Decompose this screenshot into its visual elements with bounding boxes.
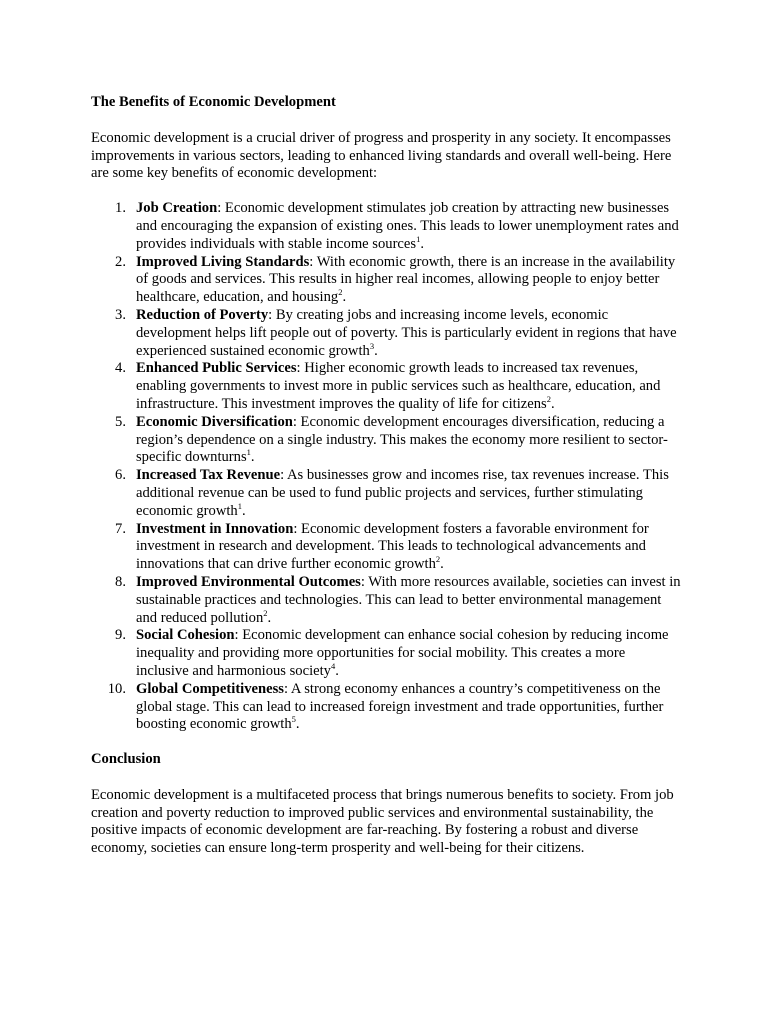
benefit-text: : Economic development stimulates job creation by attracting new businesses and encouraging the expansion of existing ones. This leads to lower unemployment rates and provides individuals with stable income sources [136, 200, 679, 252]
intro-paragraph: Economic development is a crucial driver of progress and prosperity in any society. It encompasses improvements in various sectors, leading to enhanced living standards and overall well-being. Here are some key benefits of economic development: [91, 129, 672, 182]
benefit-item-living-standards [91, 254, 681, 307]
citation-ref: 2 [435, 554, 441, 565]
sentence-end: . [250, 449, 255, 466]
sentence-end: . [550, 395, 555, 412]
list-number: 4. [115, 360, 126, 377]
benefit-item-tax-revenue [91, 467, 681, 520]
benefit-text: : Higher economic growth leads to increased tax revenues, enabling governments to invest more in public services such as healthcare, education, and infrastructure. This investment improves the quality of life for citizens [136, 360, 661, 412]
benefit-term: Job Creation [136, 200, 218, 217]
list-number: 3. [115, 306, 126, 323]
benefit-item-job-creation [91, 200, 681, 253]
benefit-item-environment [91, 574, 681, 627]
benefit-text: : Economic development can enhance social cohesion by reducing income inequality and providing more opportunities for social mobility. This creates a more inclusive and harmonious society [136, 627, 669, 679]
benefit-item-social-cohesion [91, 627, 681, 680]
benefit-term: Improved Living Standards [136, 253, 310, 270]
citation-ref: 1 [416, 233, 421, 244]
document-page [91, 94, 681, 858]
sentence-end: . [374, 342, 378, 359]
benefit-term: Economic Diversification [136, 413, 293, 430]
benefit-term: Enhanced Public Services [136, 360, 297, 377]
conclusion-paragraph: Economic development is a multifaceted process that brings numerous benefits to society. From job creation and poverty reduction to improved public services and environmental sustainability, the positive impacts of economic development are far-reaching. By fostering a robust and diverse economy, societies can ensure long-term prosperity and well-being for their citizens. [91, 786, 674, 857]
benefit-item-competitiveness [91, 681, 681, 734]
benefit-term: Global Competitiveness [136, 680, 284, 697]
benefit-text: : A strong economy enhances a country’s competitiveness on the global stage. This can lead to increased foreign investment and trade opportunities, further boosting economic growth [136, 680, 664, 733]
list-number: 10. [107, 680, 126, 697]
benefit-term: Improved Environmental Outcomes [136, 573, 361, 590]
list-number: 1. [115, 200, 126, 217]
citation-ref: 4 [330, 660, 336, 671]
citation-ref: 1 [237, 500, 242, 511]
list-number: 8. [115, 573, 126, 590]
benefit-term: Investment in Innovation [136, 520, 294, 537]
list-number: 5. [115, 413, 126, 430]
citation-ref: 2 [338, 287, 343, 298]
sentence-end: . [440, 556, 444, 573]
citation-ref: 2 [263, 607, 268, 618]
benefit-item-diversification [91, 414, 681, 467]
citation-ref: 5 [291, 714, 296, 725]
list-number: 9. [115, 627, 126, 644]
citation-ref: 1 [246, 447, 251, 458]
sentence-end: . [420, 235, 424, 252]
citation-ref: 3 [369, 340, 375, 351]
sentence-end: . [335, 662, 339, 679]
document-title: The Benefits of Economic Development [91, 94, 336, 110]
benefit-text: : As businesses grow and incomes rise, tax revenues increase. This additional revenue can be used to fund public projects and services, further stimulating economic growth [136, 467, 669, 519]
benefit-text: : With economic growth, there is an increase in the availability of goods and services. This results in higher real incomes, allowing people to enjoy better healthcare, education, and housing [136, 253, 676, 306]
list-number: 6. [115, 467, 126, 484]
benefit-item-innovation [91, 521, 681, 574]
sentence-end: . [295, 716, 300, 733]
benefit-item-public-services [91, 360, 681, 413]
benefit-text: : With more resources available, societies can invest in sustainable practices and technologies. This can lead to better environmental management and reduced pollution [136, 573, 681, 626]
benefit-text: : Economic development fosters a favorable environment for investment in research and development. This leads to technological advancements and innovations that can drive further economic growth [136, 520, 649, 573]
benefit-term: Reduction of Poverty [136, 306, 269, 323]
sentence-end: . [267, 609, 272, 626]
benefit-term: Social Cohesion [136, 627, 235, 644]
benefit-term: Increased Tax Revenue [136, 467, 281, 484]
conclusion-heading: Conclusion [91, 751, 161, 768]
benefit-text: : Economic development encourages diversification, reducing a region’s dependence on a single industry. This makes the economy more resilient to sector-specific downturns [136, 413, 668, 466]
list-number: 2. [115, 253, 126, 270]
citation-ref: 2 [546, 393, 551, 404]
sentence-end: . [342, 289, 347, 306]
benefit-item-poverty-reduction [91, 307, 681, 360]
list-number: 7. [115, 520, 126, 537]
benefit-text: : By creating jobs and increasing income levels, economic development helps lift people out of poverty. This is particularly evident in regions that have experienced sustained economic growth [136, 306, 677, 359]
benefits-list [91, 200, 681, 734]
sentence-end: . [241, 502, 246, 519]
